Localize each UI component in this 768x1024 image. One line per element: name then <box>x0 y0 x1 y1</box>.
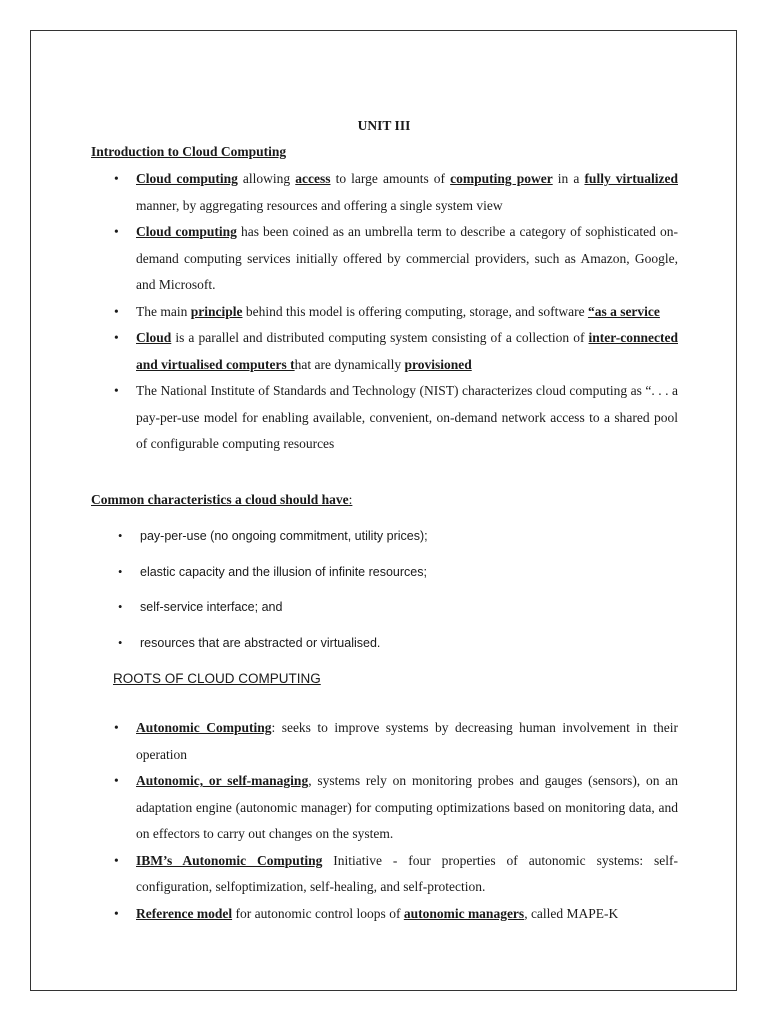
roots-item-4: • Reference model for autonomic control loops of autonomic managers, called MAPE-K <box>136 901 678 928</box>
char-item-4: • resources that are abstracted or virtualised. <box>140 630 660 657</box>
intro-item-1: • Cloud computing allowing access to large amounts of computing power in a fully virtualized manner, by aggregating resources and offering a single system view <box>136 166 678 219</box>
characteristics-heading: Common characteristics a cloud should have: <box>91 492 353 507</box>
intro-item-2: • Cloud computing has been coined as an umbrella term to describe a category of sophisticated on-demand computing services initially offered by commercial providers, such as Amazon, Google, and Microsoft. <box>136 219 678 299</box>
char-item-3: • self-service interface; and <box>140 594 660 621</box>
char-item-1: • pay-per-use (no ongoing commitment, utility prices); <box>140 523 660 550</box>
intro-item-5: • The National Institute of Standards and Technology (NIST) characterizes cloud computing as “. . . a pay-per-use model for enabling available, convenient, on-demand network access to a shared pool of configurable computing resources <box>136 378 678 458</box>
intro-item-3: • The main principle behind this model is offering computing, storage, and software “as a service <box>136 299 678 326</box>
intro-heading: Introduction to Cloud Computing <box>91 144 287 159</box>
roots-item-2: • Autonomic, or self-managing, systems rely on monitoring probes and gauges (sensors), on an adaptation engine (autonomic manager) for computing optimizations based on monitoring data, and on effectors to carry out changes on the system. <box>136 768 678 848</box>
intro-item-4: • Cloud is a parallel and distributed computing system consisting of a collection of inter-connected and virtualised computers that are dynamically provisioned <box>136 325 678 378</box>
roots-heading: ROOTS OF CLOUD COMPUTING <box>113 671 321 686</box>
unit-title: UNIT III <box>357 118 411 133</box>
roots-item-1: • Autonomic Computing: seeks to improve systems by decreasing human involvement in their operation <box>136 715 678 768</box>
characteristics-list <box>140 523 660 656</box>
roots-list <box>136 715 678 927</box>
roots-item-3: • IBM’s Autonomic Computing Initiative - four properties of autonomic systems: self-configuration, selfoptimization, self-healing, and self-protection. <box>136 848 678 901</box>
intro-list <box>136 166 678 458</box>
char-item-2: • elastic capacity and the illusion of infinite resources; <box>140 559 660 586</box>
